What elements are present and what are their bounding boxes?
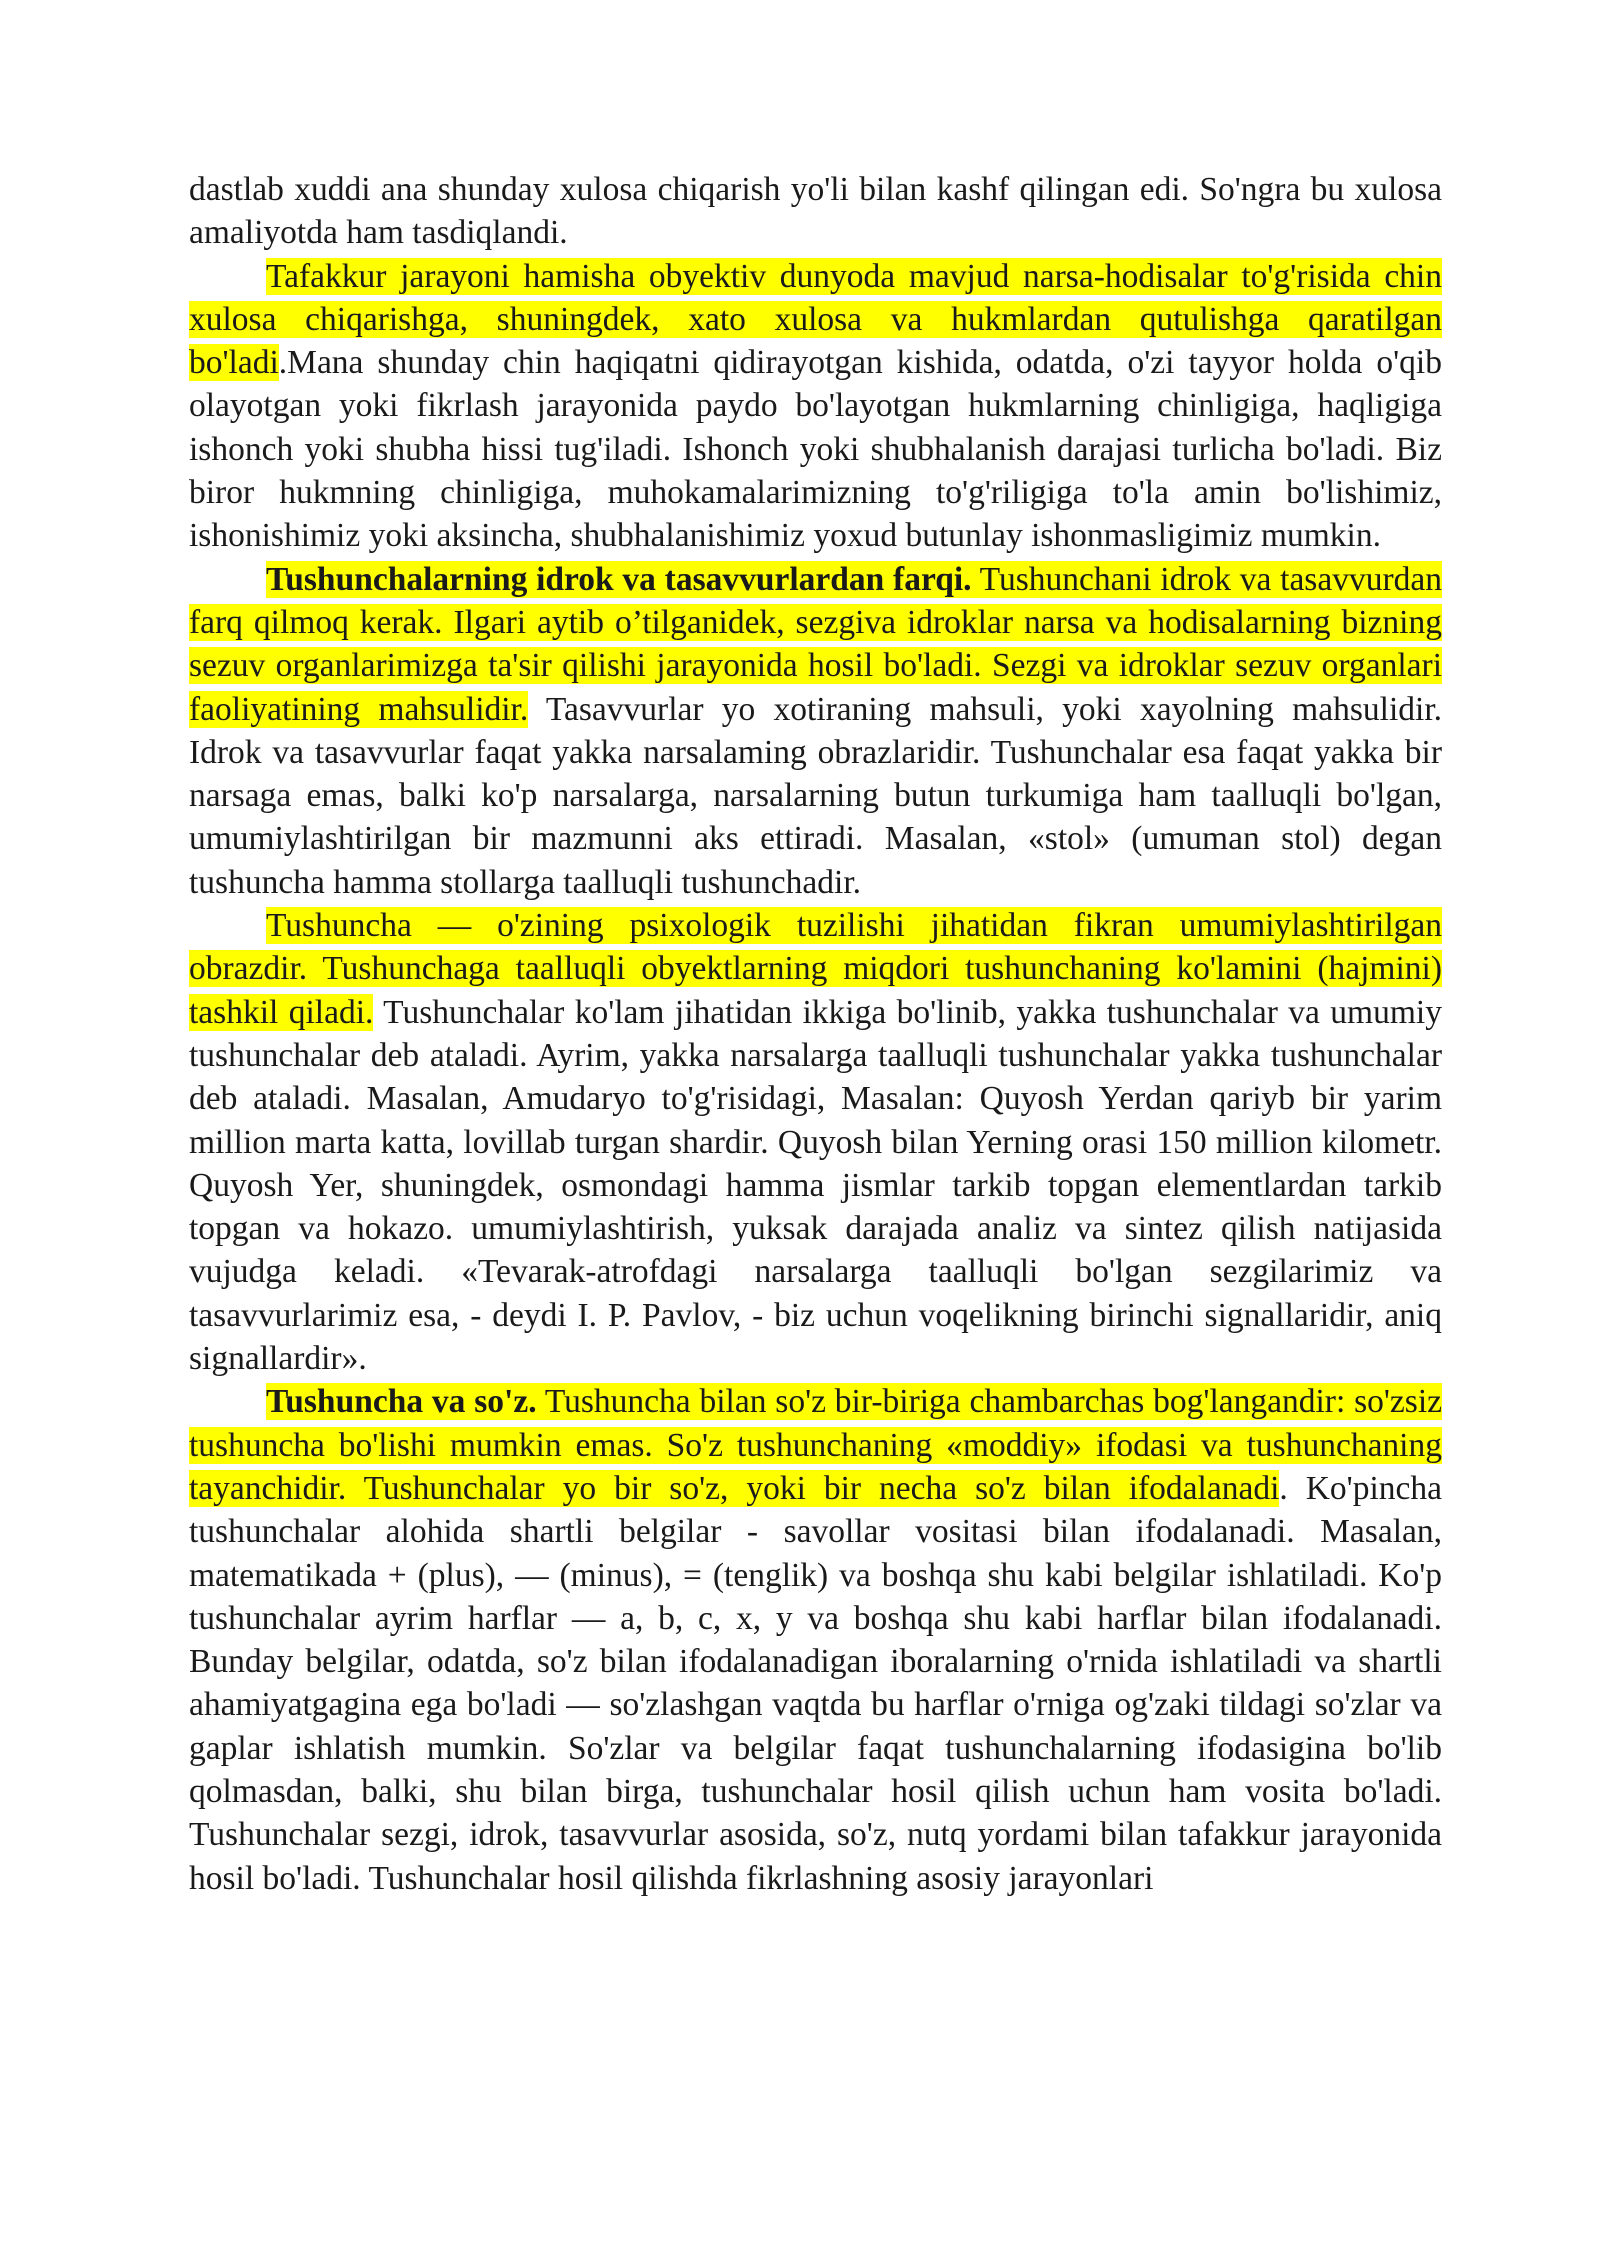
text-run: dastlab xuddi ana shunday xulosa chiqarish yo'li bilan kashf qilingan edi. So'ngra bu xulosa amaliyotda ham tasdiqlandi. (189, 171, 1442, 252)
paragraph-tushunchalar-farqi (189, 558, 1442, 904)
highlighted-text: Tushuncha — o'zining psixologik tuzilishi jihatidan fikran umumiylashtirilgan obrazdir. Tushunchaga taalluqli obyektlarning miqdori tushunchaning ko'lamini (hajmini) tashkil qiladi. (189, 907, 1442, 1031)
section-heading: Tushunchalarning idrok va tasavvurlardan farqi. (266, 560, 972, 598)
text-run: . Ko'pincha tushunchalar alohida shartli belgilar - savollar vositasi bilan ifodalanadi. Masalan, matematikada + (plus), — (minus), = (tenglik) va boshqa shu kabi belgilar ishlatiladi. Ko'p tushunchalar ayrim harflar — a, b, c, x, y va boshqa shu kabi harflar bilan ifodalanadi. Bunday belgilar, odatda, so'z bilan ifodalanadigan iboralarning o'rnida ishlatiladi va shartli ahamiyatgagina ega bo'ladi — so'zlashgan vaqtda bu harflar o'rniga og'zaki tildagi so'zlar va gaplar ishlatish mumkin. So'zlar va belgilar faqat tushunchalarning ifodasigina bo'lib qolmasdan, balki, shu bilan birga, tushunchalar hosil qilish uchun ham vosita bo'ladi. Tushunchalar sezgi, idrok, tasavvurlar asosida, so'z, nutq yordami bilan tafakkur jarayonida hosil bo'ladi. Tushunchalar hosil qilishda fikrlashning asosiy jarayonlari (189, 1469, 1443, 1897)
paragraph-intro (189, 168, 1442, 255)
document-page (189, 168, 1442, 1900)
text-run: Tasavvurlar yo xotiraning mahsuli, yoki xayolning mahsulidir. Idrok va tasavvurlar faqat yakka narsalaming obrazlaridir. Tushunchalar esa faqat yakka bir narsaga emas, balki ko'p narsalarga, narsalarning butun turkumiga ham taalluqli bo'lgan, umumiylashtirilgan bir mazmunni aks ettiradi. Masalan, «stol» (umuman stol) degan tushuncha hamma stollarga taalluqli tushunchadir. (189, 690, 1442, 901)
highlighted-text: Tafakkur jarayoni hamisha obyektiv dunyoda mavjud narsa-hodisalar to'g'risida chin xulosa chiqarishga, shuningdek, xato xulosa va hukmlardan qutulishga qaratilgan bo'ladi (189, 257, 1442, 382)
highlighted-text: Tushunchani idrok va tasavvurdan farq qilmoq kerak. Ilgari aytib o’tilganidek, sezgiva idroklar narsa va hodisalarning bizning sezuv organlarimizga ta'sir qilishi jarayonida hosil bo'ladi. Sezgi va idroklar sezuv organlari faoliyatining mahsulidir. (189, 560, 1442, 728)
text-run: .Mana shunday chin haqiqatni qidirayotgan kishida, odatda, o'zi tayyor holda o'qib olayotgan yoki fikrlash jarayonida paydo bo'layotgan hukmlarning chinligiga, haqligiga ishonch yoki shubha hissi tug'iladi. Ishonch yoki shubhalanish darajasi turlicha bo'ladi. Biz biror hukmning chinligiga, muhokamalarimizning to'g'riligiga to'la amin bo'lishimiz, ishonishimiz yoki aksincha, shubhalanishimiz yoxud butunlay ishonmasligimiz mumkin. (189, 344, 1442, 555)
text-run: Tushunchalar ko'lam jihatidan ikkiga bo'linib, yakka tushunchalar va umumiy tushunchalar deb ataladi. Ayrim, yakka narsalarga taalluqli tushunchalar yakka tushunchalar deb ataladi. Masalan, Amudaryo to'g'risidagi, Masalan: Quyosh Yerdan qariyb bir yarim million marta katta, lovillab turgan shardir. Quyosh bilan Yerning orasi 150 million kilometr. Quyosh Yer, shuningdek, osmondagi hamma jismlar tarkib topgan elementlardan tarkib topgan va hokazo. umumiylashtirish, yuksak darajada analiz va sintez qilish natijasida vujudga keladi. «Tevarak-atrofdagi narsalarga taalluqli bo'lgan sezgilarimiz va tasavvurlarimiz esa, - deydi I. P. Pavlov, - biz uchun voqelikning birinchi signallaridir, aniq signallardir». (189, 993, 1442, 1378)
section-heading: Tushuncha va so'z. (266, 1383, 537, 1421)
paragraph-tushuncha-va-soz (189, 1380, 1442, 1900)
highlighted-text: Tushuncha bilan so'z bir-biriga chambarchas bog'langandir: so'zsiz tushuncha bo'lishi mumkin emas. So'z tushunchaning «moddiy» ifodasi va tushunchaning tayanchidir. Tushunchalar yo bir so'z, yoki bir necha so'z bilan ifodalanadi (189, 1383, 1442, 1507)
paragraph-tafakkur (189, 255, 1442, 558)
paragraph-tushuncha-obraz (189, 904, 1442, 1380)
